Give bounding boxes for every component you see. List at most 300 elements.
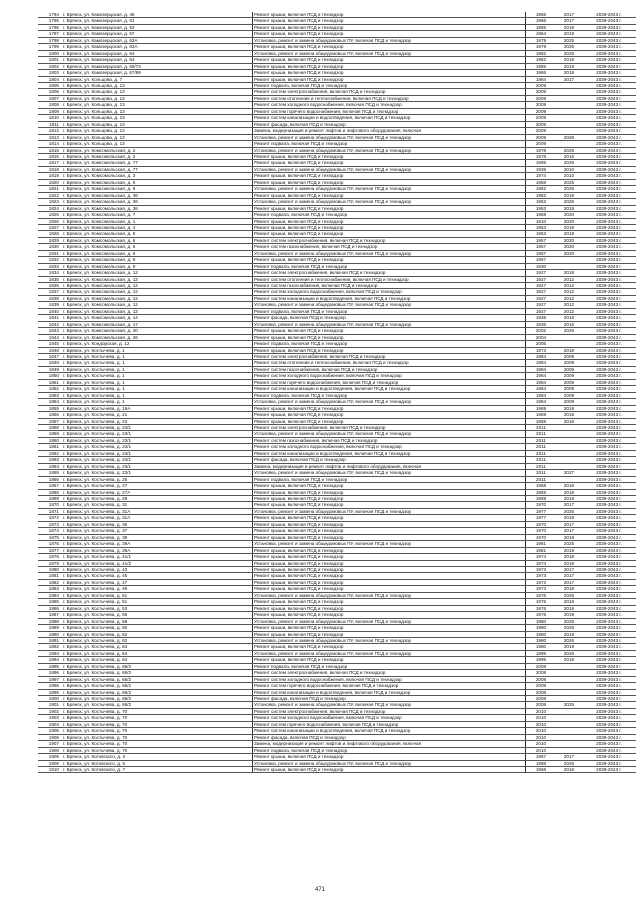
address-cell: г. Брянск, ул. Костычева, д. 53 — [62, 605, 253, 611]
build-year-cell: 1981 — [526, 547, 557, 553]
row-number: 1799 — [38, 44, 62, 50]
planned-period-cell: 2039-2043 г. — [582, 412, 636, 418]
work-type-cell: Ремонт систем газоснабжения, включая ПСД и технадзор — [253, 437, 526, 443]
address-cell: г. Брянск, ул. Костычева, д. 1 — [62, 360, 253, 366]
planned-period-cell: 2039-2043 г. — [582, 437, 636, 443]
planned-period-cell: 2039-2043 г. — [582, 425, 636, 431]
work-type-cell: Ремонт подвала, включая ПСД и технадзор — [253, 82, 526, 88]
address-cell: г. Брянск, ул. Кольцова, д. 13 — [62, 115, 253, 121]
planned-period-cell: 2039-2043 г. — [582, 289, 636, 295]
row-number: 1871 — [38, 508, 62, 514]
row-number: 1865 — [38, 470, 62, 476]
address-cell: г. Брянск, ул. Костычева, д. 35 — [62, 521, 253, 527]
last-repair-year-cell: 2009 — [556, 399, 582, 405]
row-number: 1797 — [38, 31, 62, 37]
last-repair-year-cell: 2025 — [556, 186, 582, 192]
work-type-cell: Ремонт крыши, включая ПСД и технадзор — [253, 483, 526, 489]
planned-period-cell: 2039-2043 г. — [582, 605, 636, 611]
address-cell: г. Брянск, ул. Костычева, д. 1 — [62, 347, 253, 353]
work-type-cell: Ремонт крыши, включая ПСД и технадзор — [253, 573, 526, 579]
address-cell: г. Брянск, ул. Камозерцская, д. 63А — [62, 37, 253, 43]
address-cell: г. Брянск, ул. Кольцова, д. 7 — [62, 76, 253, 82]
address-cell: г. Брянск, ул. Костычева, д. 31А — [62, 515, 253, 521]
address-cell: г. Брянск, ул. Котовского, д. 3 — [62, 754, 253, 760]
work-type-cell: Ремонт крыши, включая ПСД и технадзор — [253, 18, 526, 24]
row-number: 1812 — [38, 128, 62, 134]
row-number: 1824 — [38, 205, 62, 211]
planned-period-cell: 2039-2043 г. — [582, 592, 636, 598]
row-number: 1905 — [38, 728, 62, 734]
last-repair-year-cell: 2010 — [556, 166, 582, 172]
build-year-cell: 1976 — [526, 592, 557, 598]
address-cell: г. Брянск, ул. Костычева, д. 66/2 — [62, 702, 253, 708]
build-year-cell: 2008 — [526, 663, 557, 669]
row-number: 1817 — [38, 160, 62, 166]
address-cell: г. Брянск, ул. Костычева, д. 23 — [62, 418, 253, 424]
build-year-cell: 1995 — [526, 657, 557, 663]
address-cell: г. Брянск, ул. Комсомольская, д. 36 — [62, 192, 253, 198]
capital-repair-table — [38, 12, 636, 773]
planned-period-cell: 2039-2043 г. — [582, 676, 636, 682]
build-year-cell: 1980 — [526, 618, 557, 624]
planned-period-cell: 2039-2043 г. — [582, 566, 636, 572]
work-type-cell: Ремонт крыши, включая ПСД и технадзор — [253, 547, 526, 553]
work-type-cell: Ремонт подвала, включая ПСД и технадзор — [253, 341, 526, 347]
work-type-cell: Ремонт систем горячего водоснабжения, включая ПСД и технадзор — [253, 683, 526, 689]
row-number: 1882 — [38, 579, 62, 585]
planned-period-cell: 2039-2043 г. — [582, 263, 636, 269]
build-year-cell: 2008 — [526, 670, 557, 676]
build-year-cell: 1980 — [526, 644, 557, 650]
address-cell: г. Брянск, ул. Костычева, д. 51 — [62, 592, 253, 598]
last-repair-year-cell: 2025 — [556, 50, 582, 56]
last-repair-year-cell: 2018 — [556, 554, 582, 560]
build-year-cell: 1982 — [526, 192, 557, 198]
row-number: 1802 — [38, 63, 62, 69]
planned-period-cell: 2039-2043 г. — [582, 134, 636, 140]
build-year-cell: 1927 — [526, 276, 557, 282]
row-number: 1842 — [38, 321, 62, 327]
row-number: 1838 — [38, 295, 62, 301]
last-repair-year-cell: 2025 — [556, 199, 582, 205]
work-type-cell: Ремонт крыши, включая ПСД и технадзор — [253, 579, 526, 585]
row-number: 1825 — [38, 212, 62, 218]
build-year-cell: 2011 — [526, 470, 557, 476]
build-year-cell: 1976 — [526, 605, 557, 611]
row-number: 1902 — [38, 708, 62, 714]
build-year-cell: 1910 — [526, 218, 557, 224]
last-repair-year-cell: 2020 — [556, 212, 582, 218]
last-repair-year-cell: 2018 — [556, 599, 582, 605]
row-number: 1851 — [38, 379, 62, 385]
build-year-cell: 1936 — [526, 315, 557, 321]
last-repair-year-cell: 2025 — [556, 592, 582, 598]
address-cell: г. Брянск, ул. Костычева, д. 23/1 — [62, 437, 253, 443]
planned-period-cell: 2039-2043 г. — [582, 612, 636, 618]
build-year-cell: 2009 — [526, 134, 557, 140]
address-cell: г. Брянск, ул. Комсомольская, д. 12 — [62, 295, 253, 301]
planned-period-cell: 2039-2043 г. — [582, 644, 636, 650]
row-number: 1834 — [38, 270, 62, 276]
address-cell: г. Брянск, ул. Костычева, д. 27 — [62, 483, 253, 489]
row-number: 1835 — [38, 276, 62, 282]
address-cell: г. Брянск, ул. Костычева, д. 66/2 — [62, 683, 253, 689]
build-year-cell: 1953 — [526, 224, 557, 230]
last-repair-year-cell: 2025 — [556, 37, 582, 43]
row-number: 1906 — [38, 734, 62, 740]
row-number: 1823 — [38, 199, 62, 205]
last-repair-year-cell: 2018 — [556, 192, 582, 198]
planned-period-cell: 2039-2043 г. — [582, 347, 636, 353]
address-cell: г. Брянск, ул. Костычева, д. 1 — [62, 379, 253, 385]
work-type-cell: Ремонт систем холодного водоснабжения, включая ПСД и технадзор — [253, 102, 526, 108]
work-type-cell: Ремонт крыши, включая ПСД и технадзор — [253, 644, 526, 650]
row-number: 1859 — [38, 431, 62, 437]
last-repair-year-cell: 2019 — [556, 547, 582, 553]
row-number: 1897 — [38, 676, 62, 682]
address-cell: г. Брянск, ул. Костычева, д. 55 — [62, 612, 253, 618]
build-year-cell: 1973 — [526, 586, 557, 592]
last-repair-year-cell: 2018 — [556, 605, 582, 611]
planned-period-cell: 2039-2043 г. — [582, 586, 636, 592]
row-number: 1904 — [38, 721, 62, 727]
work-type-cell: Ремонт крыши, включая ПСД и технадзор — [253, 515, 526, 521]
last-repair-year-cell: 2025 — [556, 160, 582, 166]
planned-period-cell: 2039-2043 г. — [582, 57, 636, 63]
address-cell: г. Брянск, ул. Костычева, д. 41/1 — [62, 554, 253, 560]
address-cell: г. Брянск, ул. Костычева, д. 70 — [62, 728, 253, 734]
build-year-cell: 1927 — [526, 289, 557, 295]
planned-period-cell: 2039-2043 г. — [582, 386, 636, 392]
last-repair-year-cell: 2017 — [556, 502, 582, 508]
build-year-cell: 1957 — [526, 250, 557, 256]
work-type-cell: Ремонт систем отопления и теплоснабжения, включая ПСД и технадзор — [253, 95, 526, 101]
planned-period-cell: 2039-2043 г. — [582, 354, 636, 360]
work-type-cell: Ремонт подвала, включая ПСД и технадзор — [253, 212, 526, 218]
row-number: 1803 — [38, 70, 62, 76]
address-cell: г. Брянск, ул. Комсомольская, д. 12 — [62, 302, 253, 308]
planned-period-cell: 2039-2043 г. — [582, 502, 636, 508]
planned-period-cell: 2039-2043 г. — [582, 373, 636, 379]
row-number: 1889 — [38, 625, 62, 631]
row-number: 1891 — [38, 637, 62, 643]
build-year-cell: 1973 — [526, 566, 557, 572]
row-number: 1836 — [38, 283, 62, 289]
build-year-cell: 1988 — [526, 760, 557, 766]
row-number: 1893 — [38, 650, 62, 656]
planned-period-cell: 2039-2043 г. — [582, 683, 636, 689]
last-repair-year-cell: 2010 — [556, 173, 582, 179]
last-repair-year-cell: 2009 — [556, 392, 582, 398]
build-year-cell: 2011 — [526, 463, 557, 469]
table-body — [38, 12, 636, 773]
planned-period-cell: 2039-2043 г. — [582, 315, 636, 321]
build-year-cell: 1970 — [526, 528, 557, 534]
last-repair-year-cell: 2009 — [556, 379, 582, 385]
row-number: 1901 — [38, 702, 62, 708]
last-repair-year-cell: 2012 — [556, 308, 582, 314]
build-year-cell: 1979 — [526, 44, 557, 50]
work-type-cell: Ремонт систем электроснабжения, включая ПСД и технадзор — [253, 708, 526, 714]
work-type-cell: Замена, модернизация и ремонт лифтов и лифтового оборудования, включая — [253, 463, 526, 469]
last-repair-year-cell: 2017 — [556, 12, 582, 18]
work-type-cell: Ремонт фасада, включая ПСД и технадзор — [253, 315, 526, 321]
work-type-cell: Ремонт систем холодного водоснабжения, включая ПСД и технадзор — [253, 676, 526, 682]
address-cell: г. Брянск, ул. Комсомольская, д. 12 — [62, 283, 253, 289]
planned-period-cell: 2039-2043 г. — [582, 205, 636, 211]
address-cell: г. Брянск, ул. Костычева, д. 31А — [62, 508, 253, 514]
row-number: 1818 — [38, 166, 62, 172]
last-repair-year-cell: 2025 — [556, 702, 582, 708]
planned-period-cell: 2039-2043 г. — [582, 24, 636, 30]
last-repair-year-cell: 2018 — [556, 24, 582, 30]
work-type-cell: Ремонт крыши, включая ПСД и технадзор — [253, 412, 526, 418]
address-cell: г. Брянск, ул. Костычева, д. 29 — [62, 495, 253, 501]
row-number: 1831 — [38, 250, 62, 256]
page-number: 471 — [314, 887, 325, 893]
last-repair-year-cell: 2009 — [556, 360, 582, 366]
address-cell: г. Брянск, ул. Кольцова, д. 13 — [62, 95, 253, 101]
row-number: 1843 — [38, 328, 62, 334]
planned-period-cell: 2039-2043 г. — [582, 495, 636, 501]
build-year-cell: 1984 — [526, 373, 557, 379]
address-cell: г. Брянск, ул. Камозерцская, д. 64 — [62, 57, 253, 63]
address-cell: г. Брянск, ул. Костычева, д. 64 — [62, 657, 253, 663]
work-type-cell: Ремонт крыши, включая ПСД и технадзор — [253, 224, 526, 230]
last-repair-year-cell: 2026 — [556, 625, 582, 631]
build-year-cell: 1967 — [526, 754, 557, 760]
work-type-cell: Ремонт систем горячего водоснабжения, включая ПСД и технадзор — [253, 379, 526, 385]
planned-period-cell: 2039-2043 г. — [582, 212, 636, 218]
address-cell: г. Брянск, ул. Костычева, д. 19А — [62, 405, 253, 411]
last-repair-year-cell: 2009 — [556, 366, 582, 372]
last-repair-year-cell: 2027 — [556, 470, 582, 476]
build-year-cell: 1985 — [526, 63, 557, 69]
address-cell: г. Брянск, ул. Кольцова, д. 13 — [62, 128, 253, 134]
address-cell: г. Брянск, ул. Костычева, д. 31 — [62, 502, 253, 508]
work-type-cell: Ремонт крыши, включая ПСД и технадзор — [253, 192, 526, 198]
build-year-cell: 2010 — [526, 708, 557, 714]
planned-period-cell: 2039-2043 г. — [582, 231, 636, 237]
address-cell: г. Брянск, ул. Комсомольская, д. 14 — [62, 315, 253, 321]
work-type-cell: Ремонт систем горячего водоснабжения, включая ПСД и технадзор — [253, 108, 526, 114]
work-type-cell: Ремонт подвала, включая ПСД и технадзор — [253, 308, 526, 314]
planned-period-cell: 2039-2043 г. — [582, 767, 636, 773]
work-type-cell: Ремонт крыши, включая ПСД и технадзор — [253, 63, 526, 69]
planned-period-cell: 2039-2043 г. — [582, 483, 636, 489]
address-cell: г. Брянск, ул. Костычева, д. 62 — [62, 637, 253, 643]
planned-period-cell: 2039-2043 г. — [582, 689, 636, 695]
last-repair-year-cell: 2018 — [556, 495, 582, 501]
row-number: 1847 — [38, 354, 62, 360]
work-type-cell: Ремонт систем отопления и теплоснабжения, включая ПСД и технадзор — [253, 276, 526, 282]
planned-period-cell: 2039-2043 г. — [582, 450, 636, 456]
planned-period-cell: 2039-2043 г. — [582, 115, 636, 121]
row-number: 1808 — [38, 102, 62, 108]
work-type-cell: Ремонт систем газоснабжения, включая ПСД и технадзор — [253, 366, 526, 372]
last-repair-year-cell: 2018 — [556, 767, 582, 773]
build-year-cell: 1973 — [526, 347, 557, 353]
last-repair-year-cell: 2025 — [556, 541, 582, 547]
last-repair-year-cell: 2017 — [556, 76, 582, 82]
address-cell: г. Брянск, ул. Комсомольская, д. 6 — [62, 257, 253, 263]
planned-period-cell: 2039-2043 г. — [582, 476, 636, 482]
address-cell: г. Брянск, ул. Комсомольская, д. 12 — [62, 289, 253, 295]
last-repair-year-cell: 2012 — [556, 302, 582, 308]
planned-period-cell: 2039-2043 г. — [582, 192, 636, 198]
address-cell: г. Брянск, ул. Костычева, д. 66/2 — [62, 689, 253, 695]
work-type-cell: Ремонт крыши, включая ПСД и технадзор — [253, 605, 526, 611]
build-year-cell: 2010 — [526, 741, 557, 747]
planned-period-cell: 2039-2043 г. — [582, 199, 636, 205]
planned-period-cell: 2039-2043 г. — [582, 276, 636, 282]
planned-period-cell: 2039-2043 г. — [582, 141, 636, 147]
work-type-cell: Ремонт систем канализации и водоотведения, включая ПСД и технадзор — [253, 386, 526, 392]
work-type-cell: Ремонт крыши, включая ПСД и технадзор — [253, 405, 526, 411]
work-type-cell: Ремонт крыши, включая ПСД и технадзор — [253, 179, 526, 185]
row-number: 1822 — [38, 192, 62, 198]
planned-period-cell: 2039-2043 г. — [582, 547, 636, 553]
build-year-cell: 1965 — [526, 24, 557, 30]
work-type-cell: Установка, ремонт и замена общедомовых ПУ, включая ПСД и технадзор — [253, 321, 526, 327]
address-cell: г. Брянск, ул. Костычева, д. 62 — [62, 631, 253, 637]
build-year-cell: 1936 — [526, 321, 557, 327]
row-number: 1826 — [38, 218, 62, 224]
last-repair-year-cell: 2017 — [556, 18, 582, 24]
work-type-cell: Установка, ремонт и замена общедомовых ПУ, включая ПСД и технадзор — [253, 431, 526, 437]
planned-period-cell: 2039-2043 г. — [582, 489, 636, 495]
planned-period-cell: 2039-2043 г. — [582, 431, 636, 437]
planned-period-cell: 2039-2043 г. — [582, 521, 636, 527]
build-year-cell: 1977 — [526, 508, 557, 514]
work-type-cell: Ремонт крыши, включая ПСД и технадзор — [253, 57, 526, 63]
row-number: 1813 — [38, 134, 62, 140]
address-cell: г. Брянск, ул. Комсомольская, д. 7 — [62, 212, 253, 218]
build-year-cell: 1976 — [526, 599, 557, 605]
build-year-cell: 1927 — [526, 302, 557, 308]
row-number: 1909 — [38, 754, 62, 760]
address-cell: г. Брянск, ул. Костычева, д. 70 — [62, 721, 253, 727]
build-year-cell: 2009 — [526, 141, 557, 147]
build-year-cell: 1980 — [526, 631, 557, 637]
work-type-cell: Ремонт систем канализации и водоотведения, включая ПСД и технадзор — [253, 728, 526, 734]
row-number: 1833 — [38, 263, 62, 269]
build-year-cell: 2011 — [526, 444, 557, 450]
row-number: 1868 — [38, 489, 62, 495]
work-type-cell: Установка, ремонт и замена общедомовых ПУ, включая ПСД и технадзор — [253, 50, 526, 56]
build-year-cell: 1978 — [526, 147, 557, 153]
address-cell: г. Брянск, ул. Камозерцская, д. 57 — [62, 31, 253, 37]
build-year-cell: 2010 — [526, 728, 557, 734]
work-type-cell: Установка, ремонт и замена общедомовых ПУ, включая ПСД и технадзор — [253, 399, 526, 405]
row-number: 1841 — [38, 315, 62, 321]
address-cell: г. Брянск, ул. Комсомольская, д. 12 — [62, 308, 253, 314]
row-number: 1854 — [38, 399, 62, 405]
work-type-cell: Установка, ремонт и замена общедомовых ПУ, включая ПСД и технадзор — [253, 302, 526, 308]
row-number: 1794 — [38, 12, 62, 18]
address-cell: г. Брянск, ул. Кольцова, д. 13 — [62, 89, 253, 95]
row-number: 1894 — [38, 657, 62, 663]
address-cell: г. Брянск, ул. Костычева, д. 70 — [62, 741, 253, 747]
work-type-cell: Ремонт крыши, включая ПСД и технадзор — [253, 657, 526, 663]
address-cell: г. Брянск, ул. Котовского, д. 7 — [62, 767, 253, 773]
planned-period-cell: 2039-2043 г. — [582, 715, 636, 721]
work-type-cell: Ремонт подвала, включая ПСД и технадзор — [253, 663, 526, 669]
last-repair-year-cell: 2012 — [556, 283, 582, 289]
row-number: 1832 — [38, 257, 62, 263]
last-repair-year-cell: 2018 — [556, 57, 582, 63]
address-cell: г. Брянск, ул. Костычева, д. 39 — [62, 534, 253, 540]
row-number: 1810 — [38, 115, 62, 121]
row-number: 1884 — [38, 592, 62, 598]
planned-period-cell: 2039-2043 г. — [582, 63, 636, 69]
last-repair-year-cell: 2026 — [556, 328, 582, 334]
build-year-cell: 1970 — [526, 534, 557, 540]
address-cell: г. Брянск, ул. Костычева, д. 66/2 — [62, 696, 253, 702]
planned-period-cell: 2039-2043 г. — [582, 108, 636, 114]
planned-period-cell: 2039-2043 г. — [582, 625, 636, 631]
address-cell: г. Брянск, ул. Кольцова, д. 13 — [62, 134, 253, 140]
planned-period-cell: 2039-2043 г. — [582, 308, 636, 314]
build-year-cell: 1984 — [526, 379, 557, 385]
row-number: 1830 — [38, 244, 62, 250]
last-repair-year-cell: 2020 — [556, 237, 582, 243]
planned-period-cell: 2039-2043 г. — [582, 89, 636, 95]
build-year-cell: 1984 — [526, 354, 557, 360]
row-number: 1886 — [38, 605, 62, 611]
address-cell: г. Брянск, ул. Костычева, д. 70 — [62, 734, 253, 740]
planned-period-cell: 2039-2043 г. — [582, 741, 636, 747]
row-number: 1875 — [38, 534, 62, 540]
table-row — [38, 767, 636, 773]
last-repair-year-cell: 2019 — [556, 63, 582, 69]
build-year-cell: 1978 — [526, 153, 557, 159]
planned-period-cell: 2039-2043 г. — [582, 457, 636, 463]
build-year-cell: 2008 — [526, 702, 557, 708]
planned-period-cell: 2039-2043 г. — [582, 528, 636, 534]
work-type-cell: Ремонт крыши, включая ПСД и технадзор — [253, 173, 526, 179]
planned-period-cell: 2039-2043 г. — [582, 470, 636, 476]
build-year-cell: 1969 — [526, 495, 557, 501]
planned-period-cell: 2039-2043 г. — [582, 12, 636, 18]
build-year-cell: 1957 — [526, 237, 557, 243]
build-year-cell: 1966 — [526, 12, 557, 18]
row-number: 1820 — [38, 179, 62, 185]
address-cell: г. Брянск, ул. Костычева, д. 1 — [62, 392, 253, 398]
address-cell: г. Брянск, ул. Костычева, д. 1 — [62, 399, 253, 405]
address-cell: г. Брянск, ул. Комсомольская, д. 3 — [62, 173, 253, 179]
work-type-cell: Ремонт систем газоснабжения, включая ПСД и технадзор — [253, 283, 526, 289]
last-repair-year-cell: 2026 — [556, 637, 582, 643]
row-number: 1900 — [38, 696, 62, 702]
planned-period-cell: 2039-2043 г. — [582, 244, 636, 250]
build-year-cell: 2011 — [526, 437, 557, 443]
row-number: 1819 — [38, 173, 62, 179]
row-number: 1855 — [38, 405, 62, 411]
build-year-cell: 1927 — [526, 270, 557, 276]
build-year-cell: 1982 — [526, 50, 557, 56]
work-type-cell: Ремонт систем холодного водоснабжения, включая ПСД и технадзор — [253, 715, 526, 721]
address-cell: г. Брянск, ул. Кондорская, д. 12 — [62, 341, 253, 347]
last-repair-year-cell: 2018 — [556, 657, 582, 663]
planned-period-cell: 2039-2043 г. — [582, 663, 636, 669]
work-type-cell: Ремонт фасада, включая ПСД и технадзор — [253, 457, 526, 463]
planned-period-cell: 2039-2043 г. — [582, 160, 636, 166]
build-year-cell: 2005 — [526, 341, 557, 347]
planned-period-cell: 2039-2043 г. — [582, 657, 636, 663]
row-number: 1898 — [38, 683, 62, 689]
last-repair-year-cell: 2009 — [556, 373, 582, 379]
